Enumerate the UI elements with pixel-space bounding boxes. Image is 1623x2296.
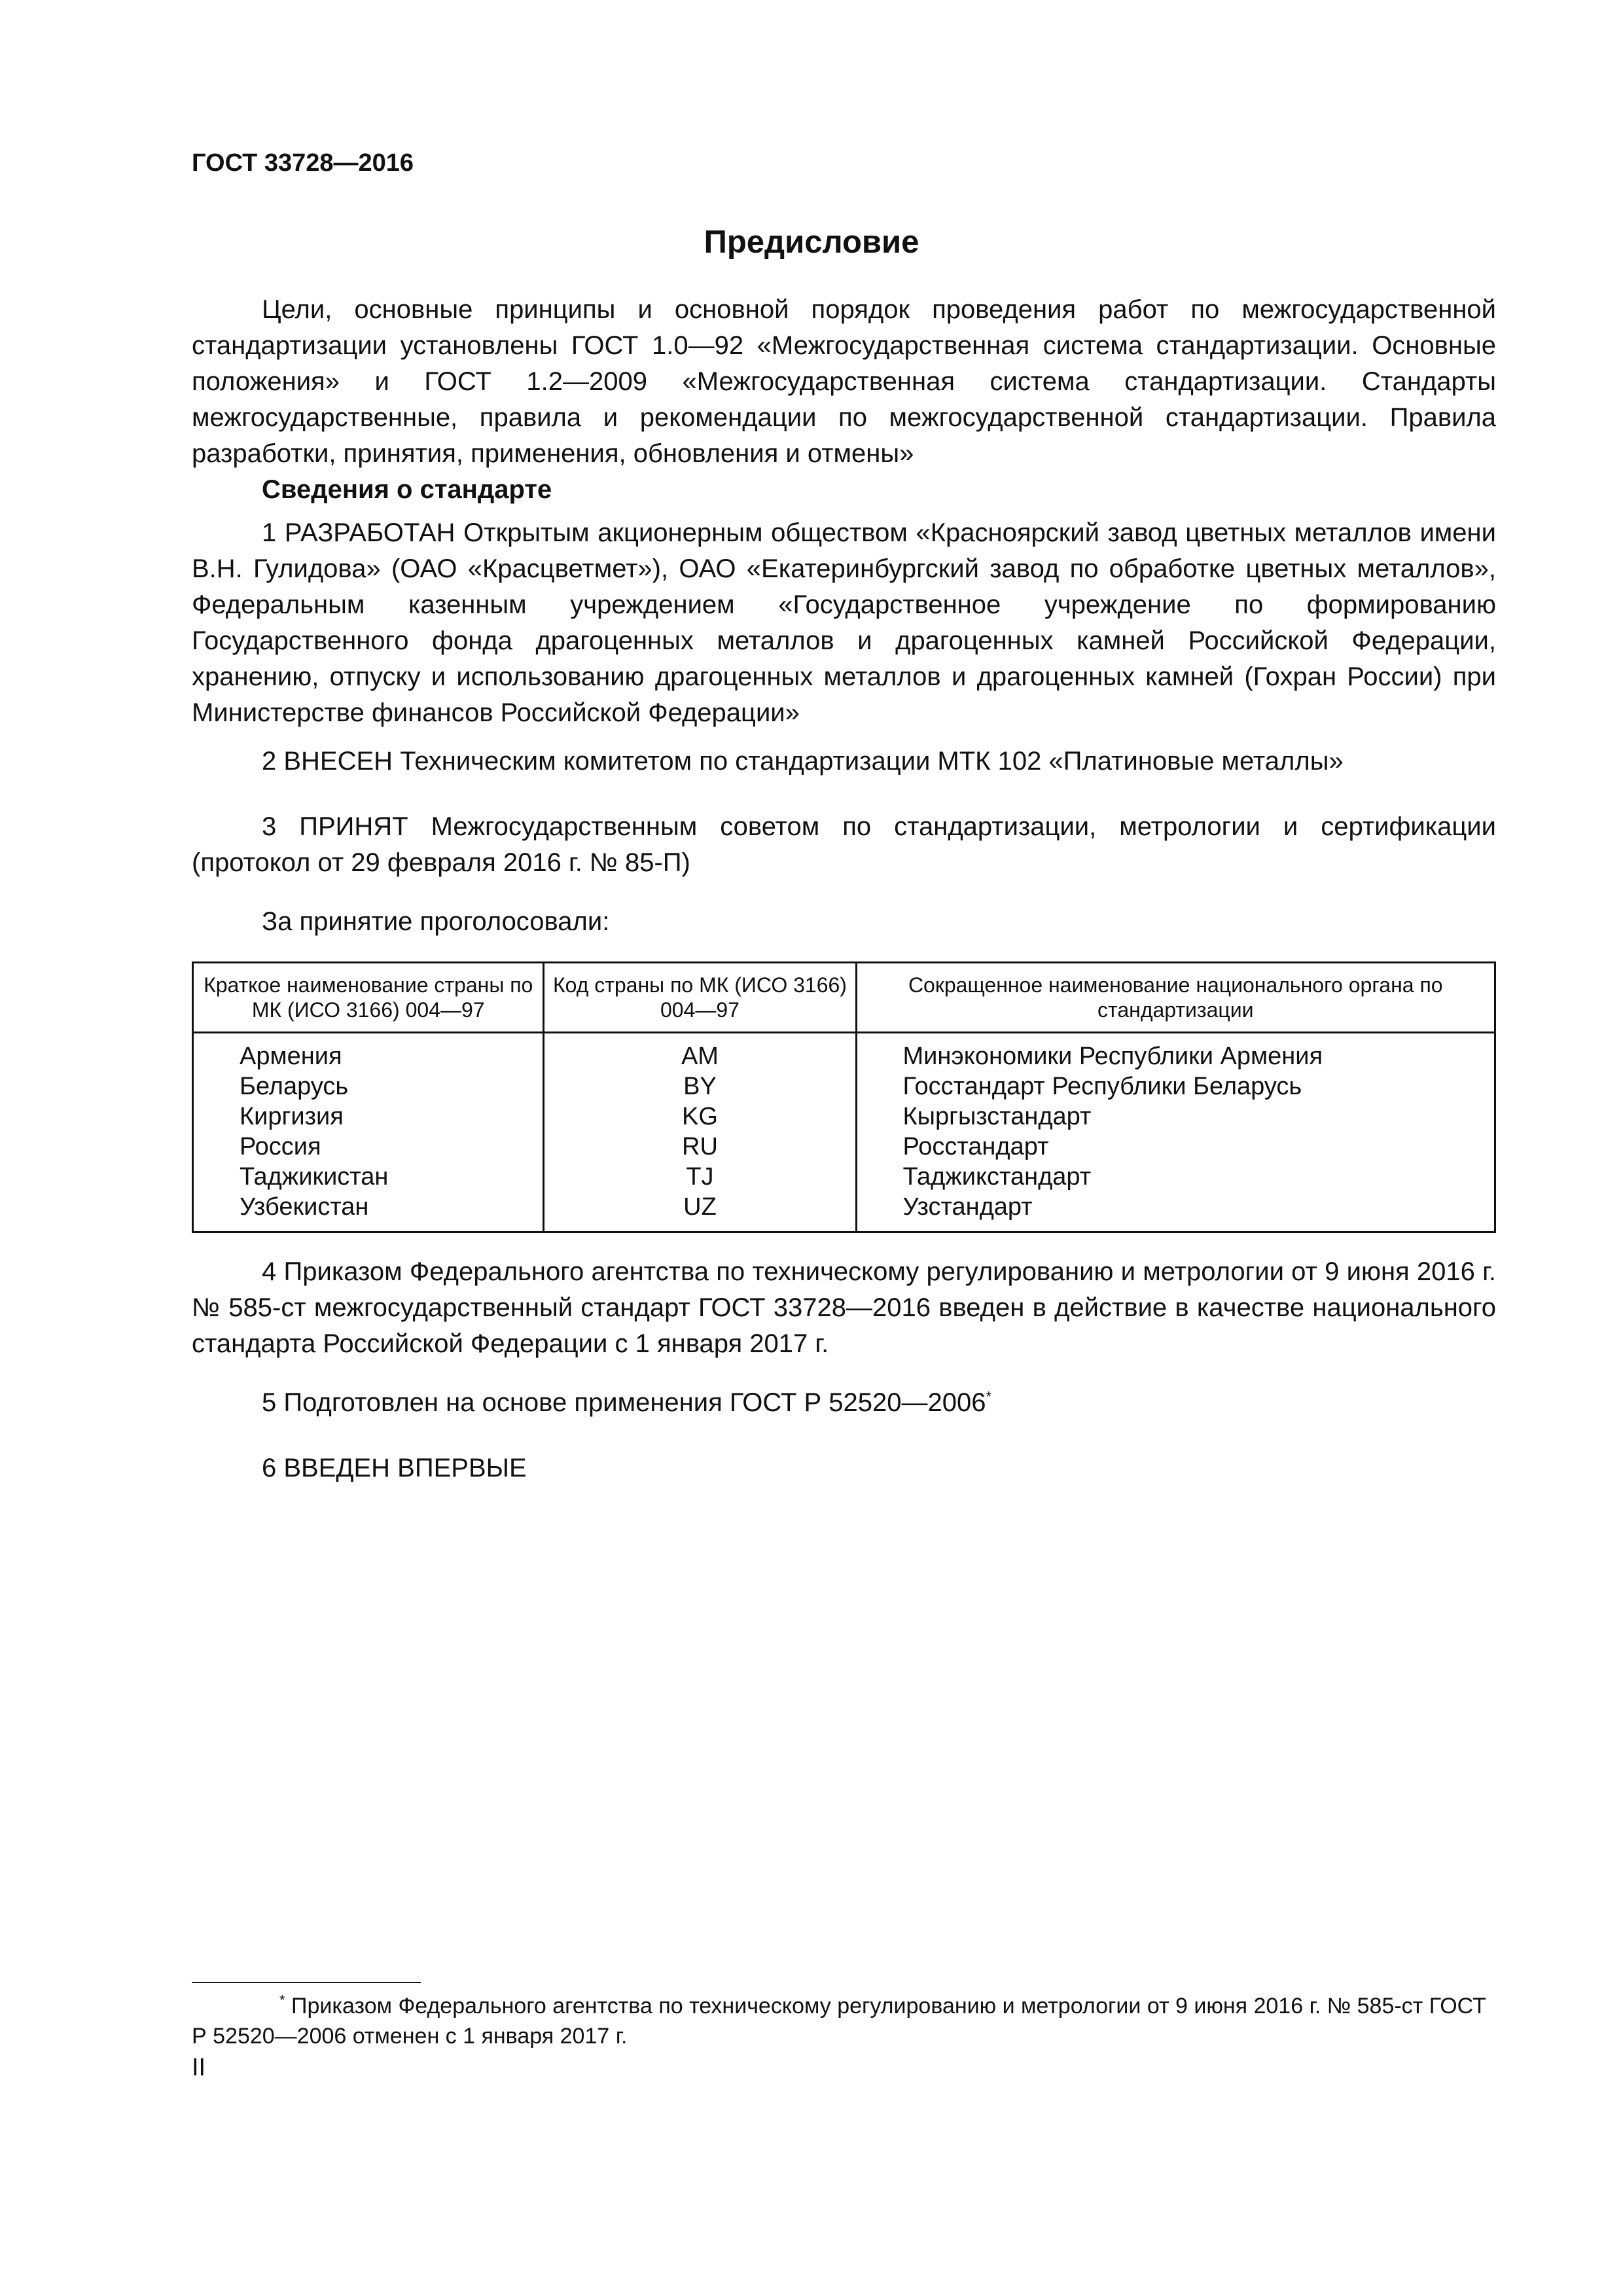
item-5-text: 5 Подготовлен на основе применения ГОСТ Р 52520—2006 bbox=[262, 1388, 986, 1417]
table-row bbox=[193, 1071, 1495, 1102]
cell-country: Беларусь bbox=[193, 1071, 544, 1102]
cell-code: UZ bbox=[544, 1192, 856, 1232]
footnote-mark-ref: * bbox=[279, 1992, 285, 2009]
header-standards-body: Сокращенное наименование национального органа по стандартизации bbox=[856, 963, 1495, 1033]
cell-code: BY bbox=[544, 1071, 856, 1102]
page-number: II bbox=[192, 2054, 206, 2081]
cell-code: AM bbox=[544, 1033, 856, 1072]
item-5-line bbox=[192, 1385, 1496, 1421]
footnote-text: Приказом Федерального агентства по техническому регулированию и метрологии от 9 июня 2016 г. № 585-ст ГОСТ Р 52520—2006 отменен с 1 января 2017 г. bbox=[192, 1994, 1486, 2049]
item-2 bbox=[192, 744, 1496, 780]
cell-country: Таджикистан bbox=[193, 1162, 544, 1192]
cell-country: Киргизия bbox=[193, 1102, 544, 1132]
cell-body: Госстандарт Республики Беларусь bbox=[856, 1071, 1495, 1102]
item-6-text: 6 ВВЕДЕН ВПЕРВЫЕ bbox=[262, 1454, 527, 1482]
item-4-text: 4 Приказом Федерального агентства по техническому регулированию и метрологии от 9 июня 2016 г. № 585-ст межгосударственный стандарт ГОСТ 33728—2016 введен в действие в качестве национального стандарта Российской Федерации с 1 января 2017 г. bbox=[192, 1257, 1496, 1358]
cell-code: RU bbox=[544, 1132, 856, 1162]
item-1 bbox=[192, 515, 1496, 731]
footnote-mark: * bbox=[986, 1388, 992, 1405]
item-1-text: 1 РАЗРАБОТАН Открытым акционерным обществом «Красноярский завод цветных металлов имени В.Н. Гулидова» (ОАО «Красцветмет»), ОАО «Екатеринбургский завод по обработке цветных металлов», Федеральным казенным учреждением «Государственное учреждение по формированию Государственного фонда драгоценных металлов и драгоценных камней Российской Федерации, хранению, отпуску и использованию драгоценных металлов и драгоценных камней (Гохран России) при Министерстве финансов Российской Федерации» bbox=[192, 518, 1496, 727]
votes-table bbox=[192, 961, 1496, 1233]
table-row bbox=[193, 1162, 1495, 1192]
subheading: Сведения о стандарте bbox=[262, 475, 552, 504]
cell-body: Кыргызстандарт bbox=[856, 1102, 1495, 1132]
cell-body: Минэкономики Республики Армения bbox=[856, 1033, 1495, 1072]
table-row bbox=[193, 1102, 1495, 1132]
cell-code: TJ bbox=[544, 1162, 856, 1192]
document-header: ГОСТ 33728—2016 bbox=[192, 149, 414, 177]
table-row bbox=[193, 1192, 1495, 1232]
table-header-row bbox=[193, 963, 1495, 1033]
intro-paragraph: Цели, основные принципы и основной порядок проведения работ по межгосударственной стандартизации установлены ГОСТ 1.0—92 «Межгосударственная система стандартизации. Основные положения» и ГОСТ 1.2—2009 «Межгосударственная система стандартизации. Стандарты межгосударственные, правила и рекомендации по межгосударственной стандартизации. Правила разработки, принятия, применения, обновления и отмены» bbox=[192, 295, 1496, 468]
page-title: Предисловие bbox=[704, 224, 919, 260]
cell-body: Таджикстандарт bbox=[856, 1162, 1495, 1192]
intro-section bbox=[192, 292, 1496, 508]
header-country-code: Код страны по МК (ИСО 3166) 004—97 bbox=[544, 963, 856, 1033]
table-row bbox=[193, 1033, 1495, 1072]
cell-country: Узбекистан bbox=[193, 1192, 544, 1232]
cell-country: Армения bbox=[193, 1033, 544, 1072]
voted-label: За принятие проголосовали: bbox=[262, 907, 610, 936]
item-3-text: 3 ПРИНЯТ Межгосударственным советом по стандартизации, метрологии и сертификации (протокол от 29 февраля 2016 г. № 85-П) bbox=[192, 812, 1496, 877]
header-country-name: Краткое наименование страны по МК (ИСО 3166) 004—97 bbox=[193, 963, 544, 1033]
footnote bbox=[192, 1991, 1496, 2051]
table-row bbox=[193, 1132, 1495, 1162]
item-5 bbox=[192, 1385, 1496, 1421]
cell-country: Россия bbox=[193, 1132, 544, 1162]
item-6 bbox=[192, 1450, 1496, 1486]
item-2-text: 2 ВНЕСЕН Техническим комитетом по стандартизации МТК 102 «Платиновые металлы» bbox=[262, 747, 1344, 776]
item-3 bbox=[192, 809, 1496, 881]
cell-body: Узстандарт bbox=[856, 1192, 1495, 1232]
item-4 bbox=[192, 1254, 1496, 1362]
cell-body: Росстандарт bbox=[856, 1132, 1495, 1162]
voted-label-block bbox=[192, 904, 1496, 940]
cell-code: KG bbox=[544, 1102, 856, 1132]
footnote-divider bbox=[192, 1982, 421, 1983]
